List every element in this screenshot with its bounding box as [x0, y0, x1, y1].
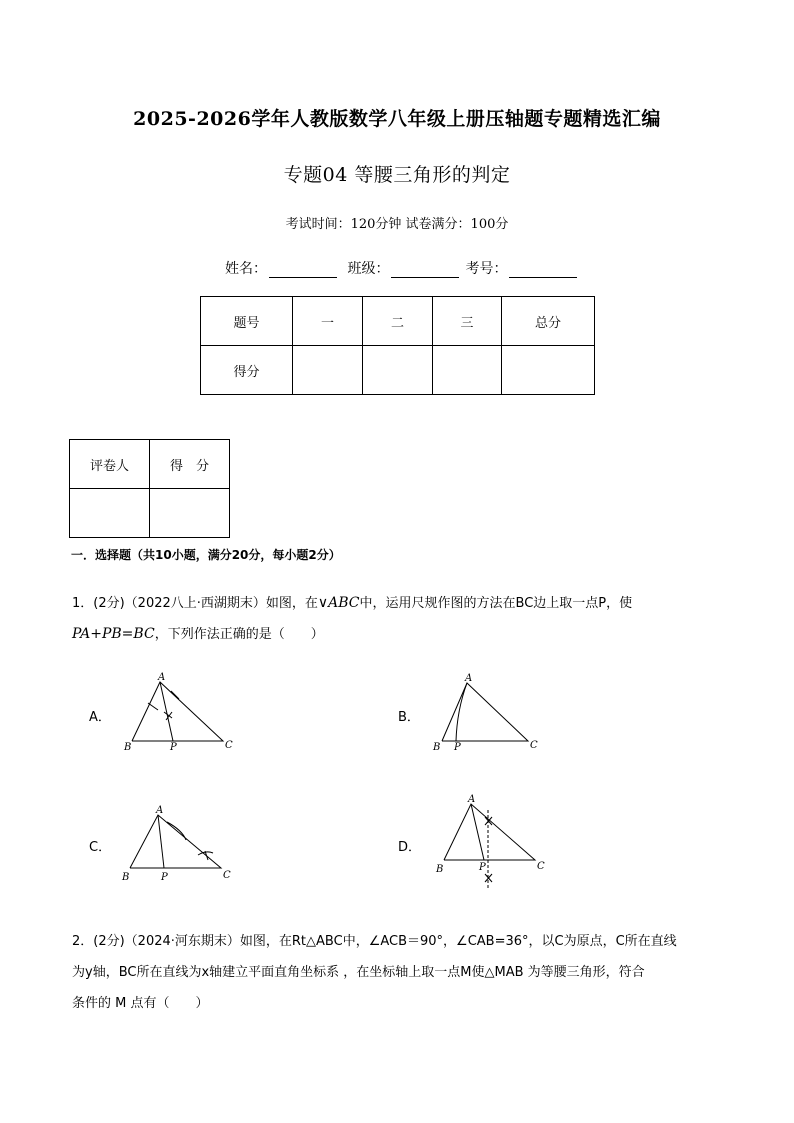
- score-table: [200, 296, 595, 395]
- class-label: 班级：: [347, 261, 390, 277]
- grader-table-header-row: [70, 440, 230, 489]
- option-c-figure: [118, 800, 243, 890]
- option-d-figure: [428, 790, 553, 890]
- vertex-c-label: C: [530, 740, 538, 751]
- score-table-header-row: [201, 297, 595, 346]
- name-field[interactable]: [269, 263, 337, 278]
- vertex-a-label: A: [158, 672, 166, 683]
- grader-cell[interactable]: [150, 489, 230, 538]
- score-header-cell: 一: [293, 297, 363, 346]
- id-label: 考号：: [465, 261, 508, 277]
- option-b-label[interactable]: B．: [398, 710, 420, 725]
- name-label: 姓名：: [225, 261, 267, 277]
- score-row-label: 得分: [201, 346, 293, 395]
- vertex-b-label: B: [122, 872, 130, 883]
- question-1-line-2: [72, 623, 324, 642]
- grader-table-row: [70, 489, 230, 538]
- vertex-c-label: C: [537, 861, 545, 872]
- score-table-row: [201, 346, 595, 395]
- topic-title: 专题04 等腰三角形的判定: [283, 164, 511, 186]
- option-a-figure: [120, 670, 240, 755]
- vertex-b-label: B: [436, 864, 444, 875]
- score-cell[interactable]: [293, 346, 363, 395]
- student-info-row: [225, 258, 583, 278]
- option-d-label[interactable]: D．: [398, 840, 422, 855]
- grader-header-cell: 得 分: [150, 440, 230, 489]
- grader-table: [69, 439, 230, 538]
- vertex-a-label: A: [468, 794, 476, 805]
- question-1-text: 1．(2分)（2022八上·西湖期末）如图，在: [72, 596, 318, 611]
- vertex-b-label: B: [124, 742, 132, 753]
- question-1-formula: PA+PB=BC: [72, 626, 155, 642]
- score-header-cell: 三: [433, 297, 502, 346]
- question-1-line-1: [72, 592, 632, 611]
- vertex-a-label: A: [465, 673, 473, 684]
- vertex-p-label: P: [479, 862, 486, 873]
- option-c-label[interactable]: C．: [89, 840, 112, 855]
- score-cell[interactable]: [363, 346, 433, 395]
- option-b-figure: [428, 670, 548, 755]
- class-field[interactable]: [391, 263, 459, 278]
- vertex-p-label: P: [161, 872, 168, 883]
- question-1-text-cont: 中，运用尺规作图的方法在BC边上取一点P，使: [359, 596, 633, 611]
- vertex-c-label: C: [225, 740, 233, 751]
- question-2-line-3: 条件的 M 点有（ ）: [72, 996, 209, 1011]
- grader-header-cell: 评卷人: [70, 440, 150, 489]
- score-header-cell: 总分: [502, 297, 595, 346]
- document-title: 2025-2026学年人教版数学八年级上册压轴题专题精选汇编: [133, 108, 661, 130]
- vertex-p-label: P: [454, 742, 461, 753]
- option-a-label[interactable]: A．: [89, 710, 111, 725]
- vertex-b-label: B: [433, 742, 441, 753]
- score-header-cell: 题号: [201, 297, 293, 346]
- section-heading: 一．选择题（共10小题，满分20分，每小题2分）: [71, 548, 341, 562]
- question-1-triangle: ∨ABC: [317, 595, 360, 611]
- vertex-a-label: A: [156, 805, 164, 816]
- question-2-line-1: 2．(2分)（2024·河东期末）如图，在Rt△ABC中，∠ACB＝90°，∠CAB=36°，以C为原点，C所在直线: [72, 934, 677, 949]
- grader-cell[interactable]: [70, 489, 150, 538]
- score-header-cell: 二: [363, 297, 433, 346]
- id-field[interactable]: [509, 263, 577, 278]
- question-2-line-2: 为y轴，BC所在直线为x轴建立平面直角坐标系 ，在坐标轴上取一点M使△MAB 为等腰三角形，符合: [72, 965, 645, 980]
- question-1-text-end: ，下列作法正确的是（ ）: [154, 627, 324, 642]
- score-cell[interactable]: [433, 346, 502, 395]
- vertex-p-label: P: [170, 742, 177, 753]
- score-cell[interactable]: [502, 346, 595, 395]
- vertex-c-label: C: [223, 870, 231, 881]
- exam-info: 考试时间：120分钟 试卷满分：100分: [285, 217, 509, 232]
